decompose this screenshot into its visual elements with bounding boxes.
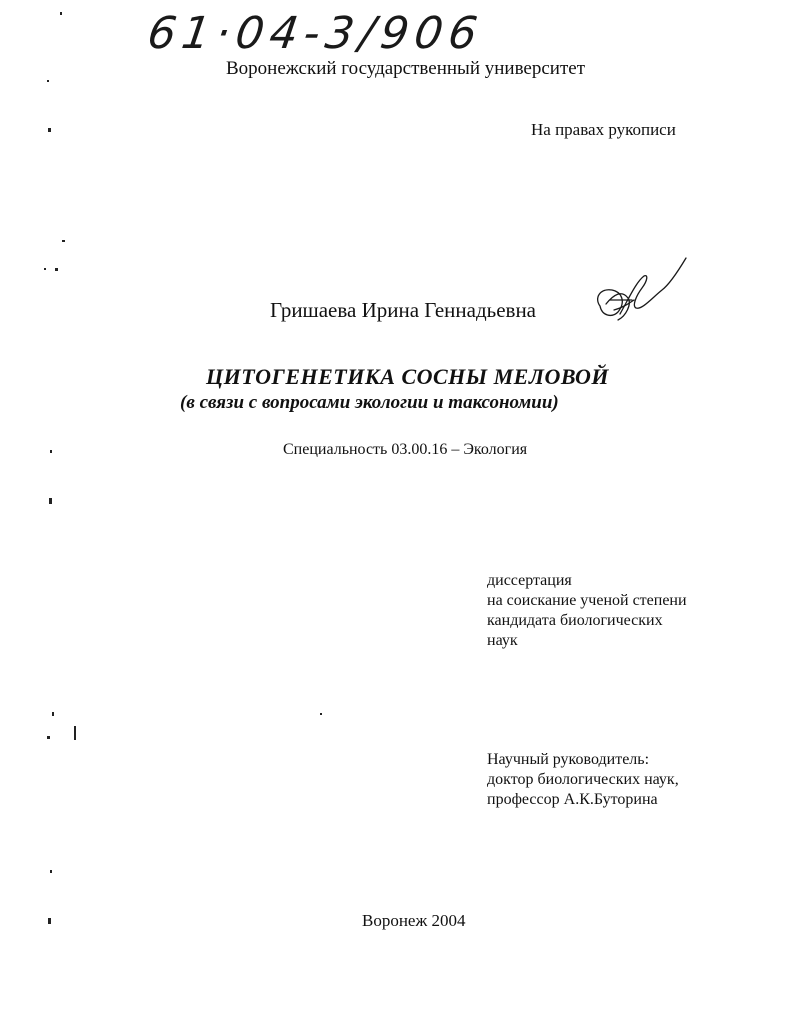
author-signature-icon	[592, 254, 692, 330]
scan-speck	[55, 268, 58, 271]
scan-speck	[50, 870, 52, 873]
degree-line: наук	[487, 632, 518, 649]
author-name: Гришаева Ирина Геннадьевна	[270, 298, 537, 322]
scan-speck	[52, 712, 54, 716]
city-year: Воронеж 2004	[362, 911, 466, 930]
supervisor-block	[487, 750, 679, 810]
dissertation-title: ЦИТОГЕНЕТИКА СОСНЫ МЕЛОВОЙ	[206, 364, 609, 389]
scan-speck	[47, 736, 50, 739]
specialty-line: Специальность 03.00.16 – Экология	[283, 441, 528, 458]
supervisor-line: доктор биологических наук,	[487, 771, 679, 788]
degree-block	[487, 571, 687, 651]
scan-speck	[44, 268, 46, 270]
supervisor-line: профессор А.К.Буторина	[487, 791, 658, 808]
manuscript-rights-note: На правах рукописи	[531, 120, 676, 139]
scan-speck	[320, 713, 322, 715]
dissertation-subtitle: (в связи с вопросами экологии и таксономии)	[180, 392, 559, 413]
handwritten-archive-code: 61·04-3/906	[144, 8, 487, 59]
scan-speck	[49, 498, 52, 504]
scan-speck	[62, 240, 65, 242]
scan-speck	[48, 128, 51, 132]
degree-line: диссертация	[487, 572, 572, 589]
scan-speck	[74, 726, 76, 740]
degree-line: кандидата биологических	[487, 612, 663, 629]
degree-line: на соискание ученой степени	[487, 592, 687, 609]
scan-speck	[60, 12, 62, 15]
university-name: Воронежский государственный университет	[226, 58, 586, 79]
scan-speck	[48, 918, 51, 924]
scan-speck	[47, 80, 49, 82]
supervisor-line: Научный руководитель:	[487, 751, 650, 768]
scan-speck	[50, 450, 52, 453]
